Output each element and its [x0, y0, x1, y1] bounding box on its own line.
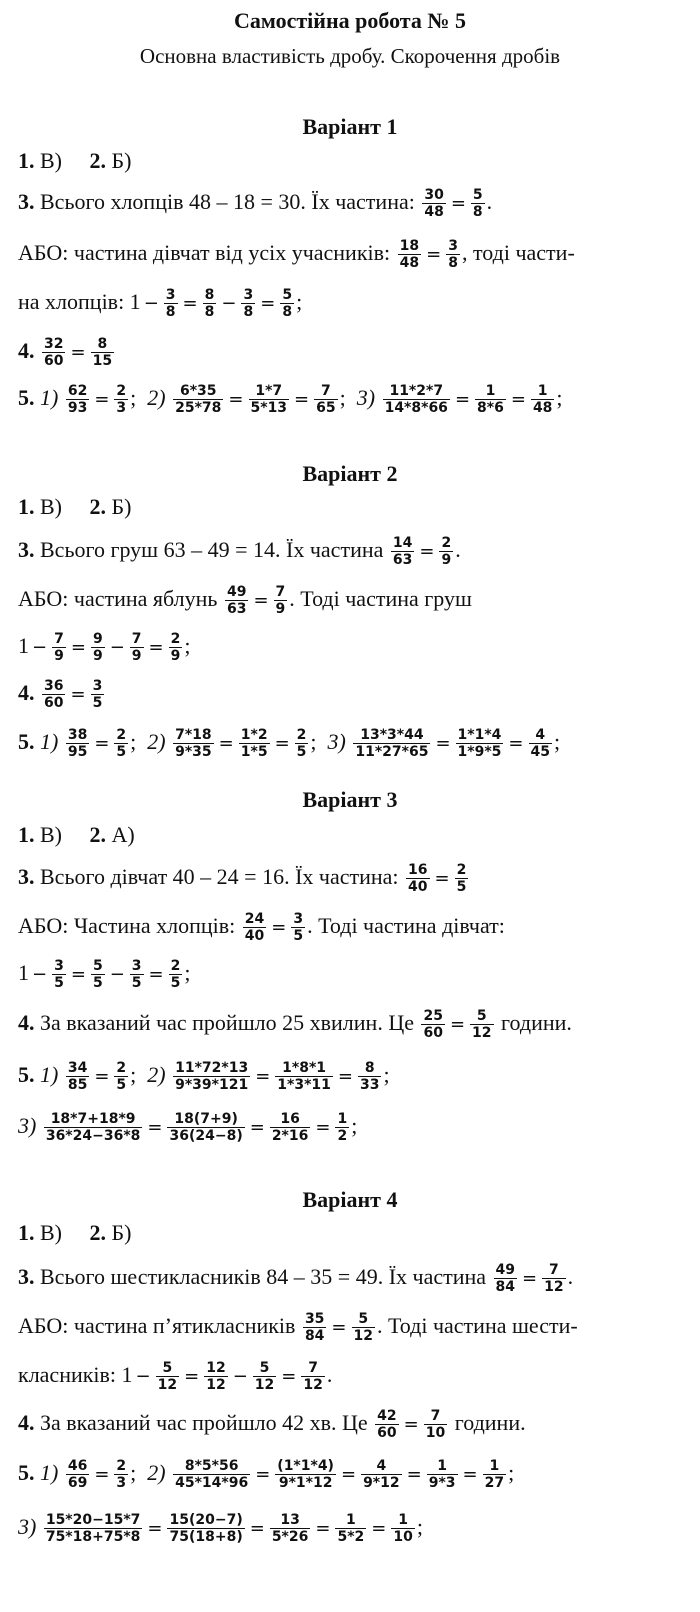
fraction: $\frac{7}{9}$ [131, 631, 142, 665]
fraction: $\frac{1*1*4}{1*9*5}$ [457, 727, 502, 761]
fraction: $\frac{(1*1*4)}{9*1*12}$ [277, 1458, 334, 1492]
v3-task-3: 3. Всього дівчат 40 – 24 = 16. Їх частина: $\frac{16}{40}$ = $\frac{2}{5}$ [18, 862, 467, 896]
fraction: $\frac{5}{12}$ [254, 1360, 275, 1394]
fraction: $\frac{3}{8}$ [448, 238, 458, 272]
fraction: $\frac{11*72*13}{9*39*121}$ [175, 1060, 249, 1094]
v4-task-4: 4. За вказаний час пройшло 42 хв. Це $\frac{42}{60}$ = $\frac{7}{10}$ години. [18, 1408, 526, 1442]
variant-3-heading: Варіант 3 [302, 787, 398, 812]
fraction: $\frac{24}{40}$ [244, 911, 265, 945]
v2-task-5: 5. 1) $\frac{38}{95}$ = $\frac{2}{5}$ ; 2) $\frac{7*18}{9*35}$ = $\frac{1*2}{1*5}$ = $\frac{2}{5}$ ; 3) $\frac{13*3*44}{11*27*65}$ = $\frac{1*1*4}{1*9*5}$ = $\frac{4}{45}$ ; [18, 727, 561, 761]
fraction: $\frac{1*2}{1*5}$ [240, 727, 268, 761]
v3-task-5-part-3: 3) $\frac{18*7+18*9}{36*24-36*8}$ = $\frac{18(7+9)}{36(24-8)}$ = $\frac{16}{2*16}$ = $\frac{1}{2}$ ; [18, 1111, 358, 1145]
fraction: $\frac{3}{8}$ [165, 287, 176, 321]
fraction: $\frac{2}{9}$ [170, 631, 181, 665]
v3-task-3-alt-cont: 1 − $\frac{3}{5}$ = $\frac{5}{5}$ − $\frac{3}{5}$ = $\frac{2}{5}$ ; [18, 958, 191, 992]
fraction: $\frac{42}{60}$ [377, 1408, 397, 1442]
fraction: $\frac{15(20-7)}{75(18+8)}$ [169, 1512, 243, 1546]
page-subtitle: Основна властивість дробу. Скорочення дробів [139, 44, 561, 68]
variant-1-heading: Варіант 1 [302, 114, 398, 139]
v2-task-3-alt-cont: 1 − $\frac{7}{9}$ = $\frac{9}{9}$ − $\frac{7}{9}$ = $\frac{2}{9}$ ; [18, 631, 191, 665]
fraction: $\frac{18*7+18*9}{36*24-36*8}$ [45, 1111, 141, 1145]
fraction: $\frac{4}{9*12}$ [363, 1458, 400, 1492]
fraction: $\frac{7}{65}$ [316, 383, 336, 417]
fraction: $\frac{2}{5}$ [170, 958, 181, 992]
fraction: $\frac{36}{60}$ [44, 678, 64, 712]
v3-answers-1-2: 1. В) 2. А) [18, 822, 135, 847]
variant-4-heading: Варіант 4 [302, 1187, 398, 1212]
fraction: $\frac{4}{45}$ [530, 727, 550, 761]
fraction: $\frac{8*5*56}{45*14*96}$ [175, 1458, 249, 1492]
v2-answers-1-2: 1. В) 2. Б) [18, 494, 132, 519]
fraction: $\frac{2}{9}$ [441, 535, 452, 569]
fraction: $\frac{3}{5}$ [131, 958, 142, 992]
fraction: $\frac{8}{8}$ [204, 287, 215, 321]
v2-task-3: 3. Всього груш 63 – 49 = 14. Їх частина $\frac{14}{63}$ = $\frac{2}{9}$ . [18, 535, 461, 569]
v1-task-4: 4. $\frac{32}{60}$ = $\frac{8}{15}$ [18, 336, 113, 370]
v1-task-5: 5. 1) $\frac{62}{93}$ = $\frac{2}{3}$ ; 2) $\frac{6*35}{25*78}$ = $\frac{1*7}{5*13}$ = $\frac{7}{65}$ ; 3) $\frac{11*2*7}{14*8*66}$ = $\frac{1}{8*6}$ = $\frac{1}{48}$ ; [18, 383, 563, 417]
v4-task-5-part-3: 3) $\frac{15*20-15*7}{75*18+75*8}$ = $\frac{15(20-7)}{75(18+8)}$ = $\frac{13}{5*26}$ = $\frac{1}{5*2}$ = $\frac{1}{10}$ ; [18, 1512, 423, 1546]
fraction: $\frac{12}{12}$ [206, 1360, 226, 1394]
fraction: $\frac{38}{95}$ [67, 727, 88, 761]
fraction: $\frac{2}{3}$ [116, 383, 127, 417]
fraction: $\frac{16}{40}$ [408, 862, 428, 896]
fraction: $\frac{1}{8*6}$ [477, 383, 504, 417]
fraction: $\frac{1}{9*3}$ [428, 1458, 456, 1492]
fraction: $\frac{1}{5*2}$ [337, 1512, 365, 1546]
v3-task-3-alt: АБО: Частина хлопців: $\frac{24}{40}$ = $\frac{3}{5}$ . Тоді частина дівчат: [18, 911, 505, 945]
fraction: $\frac{8}{15}$ [92, 336, 113, 370]
fraction: $\frac{3}{5}$ [293, 911, 304, 945]
fraction: $\frac{5}{8}$ [472, 187, 483, 221]
fraction: $\frac{46}{69}$ [67, 1458, 88, 1492]
v4-task-3-alt: АБО: частина п’ятикласників $\frac{35}{84}$ = $\frac{5}{12}$ . Тоді частина шести- [18, 1311, 578, 1345]
fraction: $\frac{62}{93}$ [67, 383, 88, 417]
fraction: $\frac{13*3*44}{11*27*65}$ [355, 727, 429, 761]
page-title: Самостійна робота № 5 [234, 8, 466, 33]
fraction: $\frac{9}{9}$ [92, 631, 103, 665]
fraction: $\frac{1}{27}$ [484, 1458, 505, 1492]
fraction: $\frac{35}{84}$ [304, 1311, 325, 1345]
fraction: $\frac{2}{5}$ [296, 727, 307, 761]
v1-task-3-alt: АБО: частина дівчат від усіх учасників: $\frac{18}{48}$ = $\frac{3}{8}$ , тоді части- [18, 238, 575, 272]
fraction: $\frac{5}{12}$ [353, 1311, 373, 1345]
fraction: $\frac{7}{12}$ [303, 1360, 323, 1394]
fraction: $\frac{2}{3}$ [116, 1458, 127, 1492]
fraction: $\frac{14}{63}$ [392, 535, 413, 569]
fraction: $\frac{1*7}{5*13}$ [250, 383, 288, 417]
fraction: $\frac{1}{10}$ [393, 1512, 413, 1546]
fraction: $\frac{6*35}{25*78}$ [175, 383, 222, 417]
fraction: $\frac{5}{5}$ [92, 958, 103, 992]
fraction: $\frac{2}{5}$ [116, 1060, 127, 1094]
fraction: $\frac{3}{5}$ [92, 678, 103, 712]
fraction: $\frac{49}{63}$ [226, 584, 247, 618]
fraction: $\frac{7}{9}$ [275, 584, 286, 618]
v4-answers-1-2: 1. В) 2. Б) [18, 1220, 132, 1245]
fraction: $\frac{2}{5}$ [116, 727, 127, 761]
fraction: $\frac{30}{48}$ [424, 187, 444, 221]
fraction: $\frac{3}{8}$ [243, 287, 254, 321]
fraction: $\frac{7*18}{9*35}$ [175, 727, 212, 761]
v4-task-3: 3. Всього шестикласників 84 – 35 = 49. Їх частина $\frac{49}{84}$ = $\frac{7}{12}$ . [18, 1262, 574, 1296]
fraction: $\frac{5}{12}$ [157, 1360, 178, 1394]
fraction: $\frac{7}{10}$ [425, 1408, 446, 1442]
fraction: $\frac{1}{48}$ [532, 383, 553, 417]
v1-task-3-alt-cont: на хлопців: 1 − $\frac{3}{8}$ = $\frac{8}{8}$ − $\frac{3}{8}$ = $\frac{5}{8}$ ; [18, 287, 303, 321]
v4-task-3-alt-cont: класників: 1 − $\frac{5}{12}$ = $\frac{12}{12}$ − $\frac{5}{12}$ = $\frac{7}{12}$ . [18, 1360, 333, 1394]
fraction: $\frac{16}{2*16}$ [271, 1111, 309, 1145]
v3-task-4: 4. За вказаний час пройшло 25 хвилин. Це $\frac{25}{60}$ = $\frac{5}{12}$ години. [18, 1008, 572, 1042]
fraction: $\frac{18}{48}$ [399, 238, 420, 272]
fraction: $\frac{7}{9}$ [54, 631, 64, 665]
fraction: $\frac{34}{85}$ [67, 1060, 88, 1094]
v1-task-3: 3. Всього хлопців 48 – 18 = 30. Їх частина: $\frac{30}{48}$ = $\frac{5}{8}$ . [18, 187, 493, 221]
fraction: $\frac{25}{60}$ [423, 1008, 443, 1042]
fraction: $\frac{15*20-15*7}{75*18+75*8}$ [45, 1512, 141, 1546]
fraction: $\frac{8}{33}$ [360, 1060, 380, 1094]
fraction: $\frac{5}{12}$ [472, 1008, 492, 1042]
fraction: $\frac{2}{5}$ [456, 862, 467, 896]
fraction: $\frac{1}{2}$ [337, 1111, 348, 1145]
variant-2-heading: Варіант 2 [302, 461, 398, 486]
fraction: $\frac{5}{8}$ [282, 287, 293, 321]
fraction: $\frac{18(7+9)}{36(24-8)}$ [169, 1111, 243, 1145]
v3-task-5: 5. 1) $\frac{34}{85}$ = $\frac{2}{5}$ ; 2) $\frac{11*72*13}{9*39*121}$ = $\frac{1*8*1}{1*3*11}$ = $\frac{8}{33}$ ; [18, 1060, 390, 1094]
fraction: $\frac{3}{5}$ [54, 958, 64, 992]
fraction: $\frac{13}{5*26}$ [271, 1512, 309, 1546]
v4-task-5: 5. 1) $\frac{46}{69}$ = $\frac{2}{3}$ ; 2) $\frac{8*5*56}{45*14*96}$ = $\frac{(1*1*4)}{9*1*12}$ = $\frac{4}{9*12}$ = $\frac{1}{9*3}$ = $\frac{1}{27}$ ; [18, 1458, 515, 1492]
fraction: $\frac{11*2*7}{14*8*66}$ [384, 383, 448, 417]
v2-task-4: 4. $\frac{36}{60}$ = $\frac{3}{5}$ [18, 678, 103, 712]
fraction: $\frac{1*8*1}{1*3*11}$ [277, 1060, 331, 1094]
fraction: $\frac{49}{84}$ [495, 1262, 516, 1296]
v2-task-3-alt: АБО: частина яблунь $\frac{49}{63}$ = $\frac{7}{9}$ . Тоді частина груш [18, 584, 472, 618]
fraction: $\frac{32}{60}$ [44, 336, 64, 370]
v1-answers-1-2: 1. В) 2. Б) [18, 148, 132, 173]
fraction: $\frac{7}{12}$ [544, 1262, 564, 1296]
